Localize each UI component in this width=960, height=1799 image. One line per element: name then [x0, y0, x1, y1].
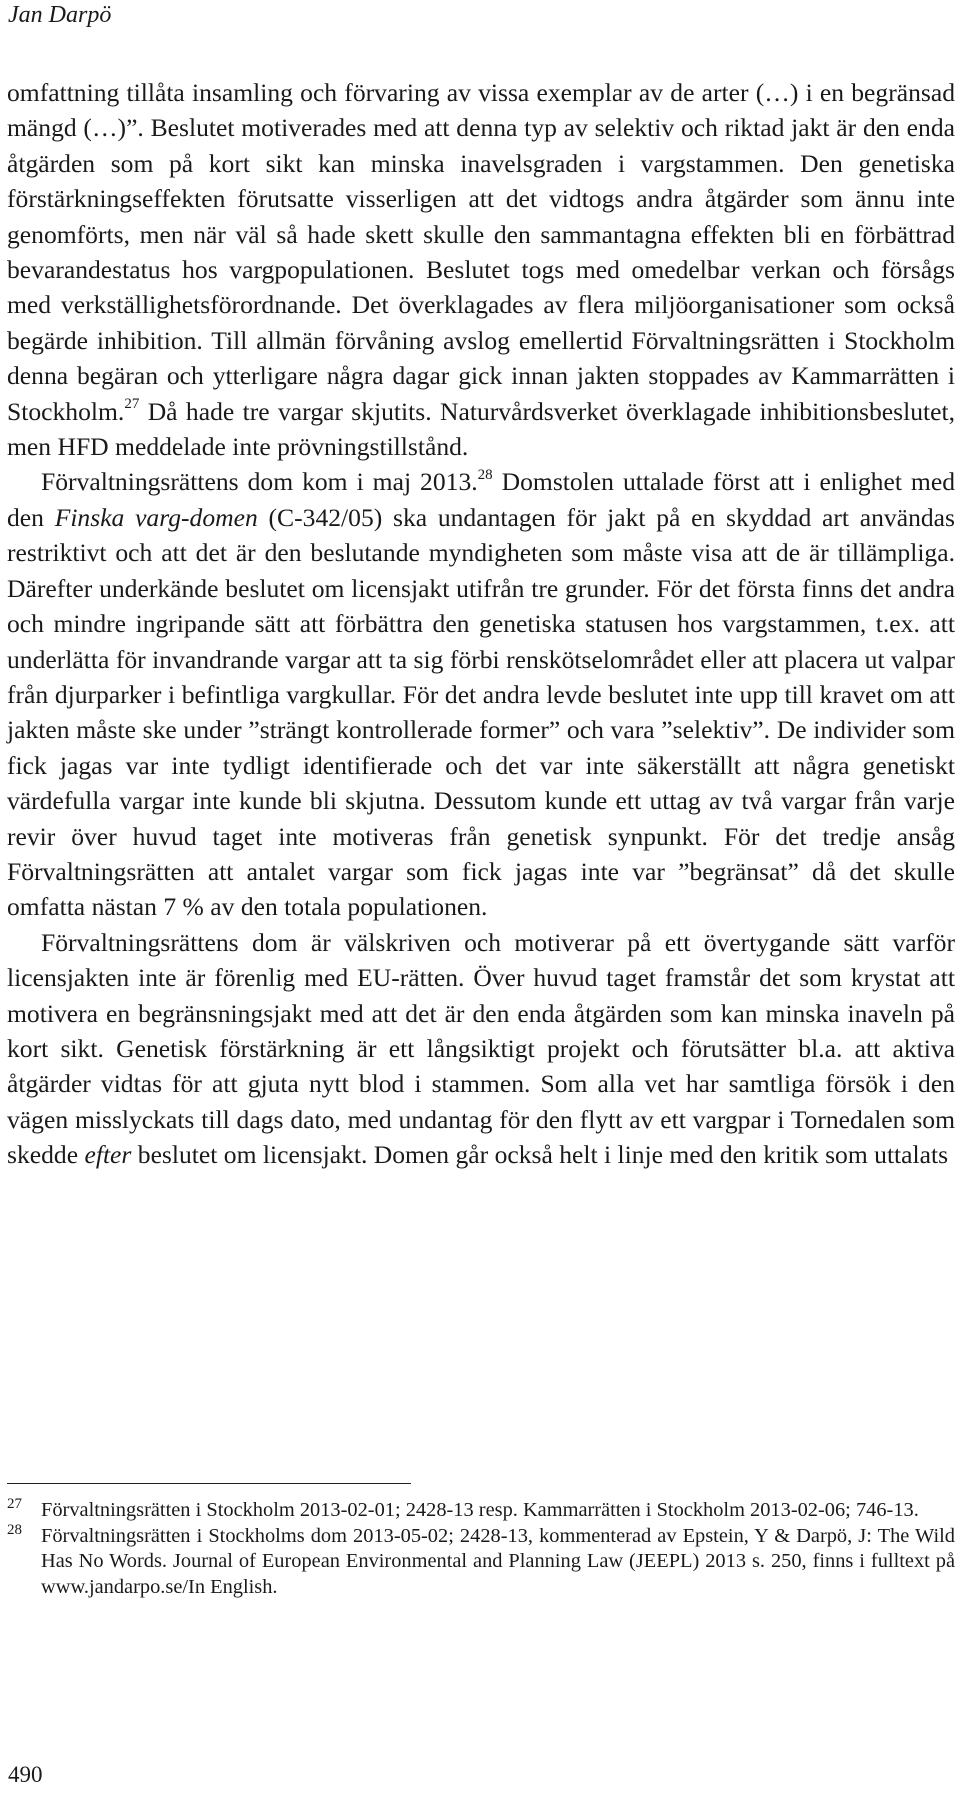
footnote-divider [7, 1483, 411, 1484]
footnote-text: Förvaltningsrätten i Stockholm 2013-02-01; 2428-13 resp. Kammarrätten i Stockholm 2013-02-06; 746-13. [41, 1499, 919, 1521]
paragraph-1-text-a: omfattning tillåta insamling och förvaring av vissa exemplar av de arter (…) i en begränsad mängd (…)”. Beslutet motiverades med att denna typ av selektiv och riktad jakt är den enda åtgärden som på kort sikt kan minska inavelsgraden i vargstammen. Den genetiska förstärkningseffekten förutsatte visserligen att det vidtogs andra åtgärder som ännu inte genomförts, men när väl så hade skett skulle den sammantagna effekten bli en förbättrad bevarandestatus hos vargpopulationen. Beslutet togs med omedelbar verkan och försågs med verkställighetsförordnande. Det överklagades av flera miljöorganisationer som också begärde inhibition. Till allmän förvåning avslog emellertid Förvaltningsrätten i Stockholm denna begäran och ytterligare några dagar gick innan jakten stoppades av Kammarrätten i Stockholm. [7, 78, 955, 426]
page-number: 490 [8, 1762, 43, 1787]
footnote-ref-28[interactable]: 28 [477, 466, 493, 483]
footnote-ref-27[interactable]: 27 [124, 396, 140, 413]
footnote-text: Förvaltningsrätten i Stockholms dom 2013-05-02; 2428-13, kommenterad av Epstein, Y & Darpö, J: The Wild Has No Words. Journal of European Environmental and Planning Law (JEEPL) 2013 s. 250, finns i fulltext på www.jandarpo.se/In English. [41, 1524, 955, 1598]
paragraph-1-text-b: Då hade tre vargar skjutits. Naturvårdsverket överklagade inhibitionsbeslutet, men HFD meddelade inte prövningstillstånd. [7, 396, 955, 462]
paragraph-2-text-a: Förvaltningsrättens dom kom i maj 2013. [41, 467, 478, 497]
footnote-27 [7, 1498, 955, 1524]
paragraph-3 [7, 925, 955, 1173]
paragraph-2 [7, 464, 955, 924]
footnote-number: 28 [7, 1521, 22, 1538]
case-name-italic: Finska varg-domen [54, 502, 258, 532]
running-header-author: Jan Darpö [8, 2, 112, 28]
paragraph-2-text-c: (C-342/05) ska undantagen för jakt på en skyddad art användas restriktivt och att det är den beslutande myndigheten som måste visa att de är tillämpliga. Därefter underkände beslutet om licensjakt utifrån tre grunder. För det första finns det andra och mindre ingripande sätt att förbättra den genetiska statusen hos vargstammen, t.ex. att underlätta för invandrande vargar att ta sig förbi renskötselområdet eller att placera ut valpar från djurparker i befintliga vargkullar. För det andra levde beslutet inte upp till kravet om att jakten måste ske under ”strängt kontrollerade former” och vara ”selektiv”. De individer som fick jagas var inte tydligt identifierade och det var inte säkerställt att några genetiskt värdefulla vargar inte kunde bli skjutna. Dessutom kunde ett uttag av två vargar från varje revir över huvud taget inte motiveras från genetisk synpunkt. För det tredje ansåg Förvaltningsrätten att antalet vargar som fick jagas inte var ”begränsat” då det skulle omfatta nästan 7 % av den totala populationen. [7, 502, 955, 922]
paragraph-3-text-a: Förvaltningsrättens dom är välskriven och motiverar på ett övertygande sätt varför licensjakten inte är förenlig med EU-rätten. Över huvud taget framstår det som krystat att motivera en begränsningsjakt med att det är den enda åtgärden som kan minska inaveln på kort sikt. Genetisk förstärkning är ett långsiktigt projekt och förutsätter bl.a. att aktiva åtgärder vidtas för att gjuta nytt blod i stammen. Som alla vet har samtliga försök i den vägen misslyckats till dags dato, med undantag för den flytt av ett vargpar i Tornedalen som skedde [7, 927, 955, 1170]
footnotes-section [7, 1498, 955, 1600]
paragraph-2-text-b: Domstolen uttalade först att i enlighet med den [7, 467, 955, 532]
main-body-text [7, 75, 955, 1173]
paragraph-1 [7, 75, 955, 464]
paragraph-3-text-b: beslutet om licensjakt. Domen går också helt i linje med den kritik som uttalats [131, 1140, 949, 1170]
footnote-28 [7, 1521, 955, 1601]
footnote-number: 27 [7, 1496, 22, 1512]
emphasis-efter: efter [84, 1140, 132, 1170]
